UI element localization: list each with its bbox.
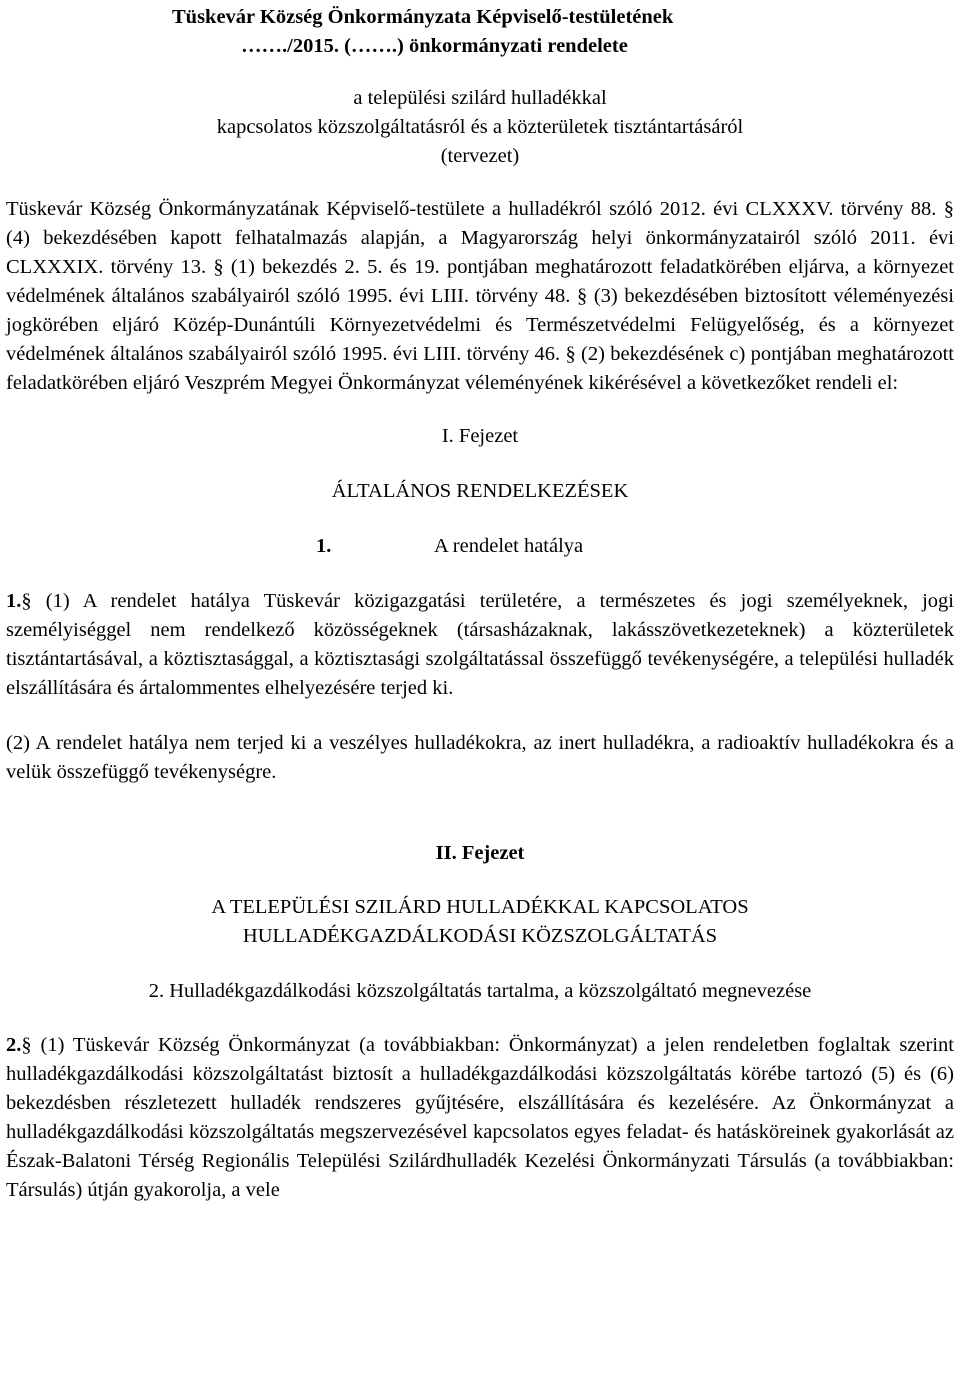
- document-title-line1: Tüskevár Község Önkormányzata Képviselő-testületének: [172, 6, 674, 28]
- document-title-line2: ……./2015. (…….) önkormányzati rendelete: [241, 35, 628, 57]
- chapter2-label: II. Fejezet: [435, 842, 525, 864]
- paragraph-1: [6, 587, 954, 703]
- paragraph-2-text: § (1) Tüskevár Község Önkormányzat (a továbbiakban: Önkormányzat) a jelen rendeletben foglaltak szerint hulladékgazdálkodási közszolgáltatást biztosít a hulladékgazdálkodási közszolgáltatás körébe tartozó (5) és (6) bekezdésben részletezett hulladék rendszeres gyűjtésére, elszállítására és kezelésére. Az Önkormányzat a hulladékgazdálkodási közszolgáltatás megszervezésével kapcsolatos egyes feladat- és hatásköreinek gyakorlását az Észak-Balatoni Térség Regionális Települési Szilárdhulladék Kezelési Önkormányzati Társulás (a továbbiakban: Társulás) útján gyakorolja, a vele: [6, 1034, 954, 1201]
- chapter1-title: ÁLTALÁNOS RENDELKEZÉSEK: [331, 480, 629, 502]
- chapter2-title-line2: HULLADÉKGAZDÁLKODÁSI KÖZSZOLGÁLTATÁS: [242, 925, 718, 947]
- section1-title: A rendelet hatálya: [434, 535, 584, 557]
- paragraph-1-2: (2) A rendelet hatálya nem terjed ki a veszélyes hulladékokra, az inert hulladékra, a radioaktív hulladékokra és a velük összefüggő tevékenységre.: [6, 732, 954, 783]
- paragraph-2-number: 2.: [6, 1034, 22, 1056]
- section1-heading: [6, 532, 954, 561]
- subtitle-line2: kapcsolatos közszolgáltatásról és a közterületek tisztántartásáról: [216, 116, 744, 138]
- chapter2-title-line1: A TELEPÜLÉSI SZILÁRD HULLADÉKKAL KAPCSOLATOS: [211, 896, 749, 918]
- paragraph-1-number: 1.: [6, 590, 22, 612]
- section2-title: 2. Hulladékgazdálkodási közszolgáltatás tartalma, a közszolgáltató megnevezése: [148, 980, 812, 1002]
- subtitle-line1: a települési szilárd hulladékkal: [353, 87, 607, 109]
- preamble-paragraph: Tüskevár Község Önkormányzatának Képviselő-testülete a hulladékról szóló 2012. évi CLXXXV. törvény 88. § (4) bekezdésében kapott felhatalmazás alapján, a Magyarország helyi önkormányzatairól szóló 2011. évi CLXXXIX. törvény 13. § (1) bekezdés 2. 5. és 19. pontjában meghatározott feladatkörében eljárva, a környezet védelmének általános szabályairól szóló 1995. évi LIII. törvény 48. § (3) bekezdésében biztosított véleményezési jogkörében eljáró Közép-Dunántúli Környezetvédelmi és Természetvédelmi Felügyelőség, és a környezet védelmének általános szabályairól szóló 1995. évi LIII. törvény 46. § (2) bekezdésének c) pontjában meghatározott feladatkörében eljáró Veszprém Megyei Önkormányzat véleményének kikérésével a következőket rendeli el:: [6, 198, 954, 394]
- chapter1-label: I. Fejezet: [441, 425, 519, 447]
- paragraph-1-text: § (1) A rendelet hatálya Tüskevár közigazgatási területére, a természetes és jogi személyeknek, jogi személyiséggel nem rendelkező közösségeknek (társasházaknak, lakásszövetkezeteknek) a közterületek tisztántartásával, a köztisztasággal, a köztisztasági szolgáltatással összefüggő tevékenységére, a települési hulladék elszállítására és ártalommentes elhelyezésére terjed ki.: [6, 590, 954, 699]
- subtitle-draft: (tervezet): [440, 145, 520, 167]
- section1-number: 1.: [316, 535, 332, 557]
- paragraph-2: [6, 1031, 954, 1205]
